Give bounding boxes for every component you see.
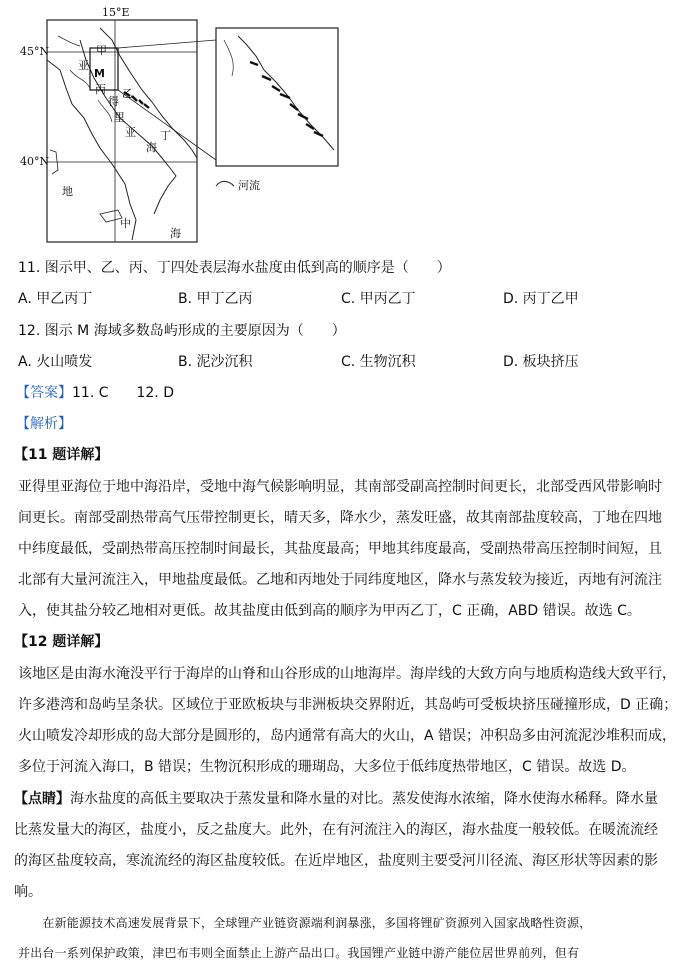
tip-line: 比蒸发量大的海区，盐度小，反之盐度大。此外，在有河流注入的海区，海水盐度一般较低。在暖流流经 xyxy=(14,822,658,838)
detail-12-title: 【12 题详解】 xyxy=(14,634,109,650)
question-11-option-c: C. 甲丙乙丁 xyxy=(341,291,416,307)
detail-12-line: 火山喷发冷却形成的岛大部分是圆形的，岛内通常有高大的火山，A 错误；冲积岛多由河流泥沙堆积而成， xyxy=(18,728,677,744)
detail-12-line: 许多港湾和岛屿呈条状。区域位于亚欧板块与非洲板块交界附近，其岛屿可受板块挤压碰撞形成，D 正确； xyxy=(18,697,678,713)
map-lon-label: 15°E xyxy=(102,6,130,19)
tip-line: 的海区盐度较高，寒流流经的海区盐度较低。在近岸地区，盐度则主要受河川径流、海区形状等因素的影 xyxy=(14,853,658,869)
question-12-stem: 12. 图示 M 海域多数岛屿形成的主要原因为（ ） xyxy=(18,323,346,339)
detail-11-line: 亚得里亚海位于地中海沿岸，受地中海气候影响明显，其南部受副高控制时间更长，北部受西风带影响时 xyxy=(18,479,662,495)
map-label-li: 里 xyxy=(114,111,125,124)
map-label-de: 得 xyxy=(108,95,119,108)
map-label-hai1: 海 xyxy=(146,141,157,154)
tip-body xyxy=(14,784,666,908)
analysis-label: 【解析】 xyxy=(16,416,72,432)
next-passage xyxy=(18,908,678,968)
question-12-option-b: B. 泥沙沉积 xyxy=(178,354,253,370)
map-lat-40-label: 40°N xyxy=(20,155,50,168)
map-legend-river-label: 河流 xyxy=(238,179,260,192)
detail-12-body xyxy=(18,659,678,783)
tip-first-line: 海水盐度的高低主要取决于蒸发量和降水量的对比。蒸发使海水浓缩，降水使海水稀释。降水量 xyxy=(70,791,658,807)
map-label-yi: 乙 xyxy=(122,87,133,100)
detail-11-body xyxy=(18,472,670,627)
map-label-zhong: 中 xyxy=(120,217,131,230)
detail-11-line: 北部有大量河流注入，甲地盐度最低。乙地和丙地处于同纬度地区，降水与蒸发较为接近，丙地有河流注 xyxy=(18,572,662,588)
question-11-option-b: B. 甲丁乙丙 xyxy=(178,291,253,307)
map-figure xyxy=(20,0,340,250)
map-label-bing: 丙 xyxy=(95,83,106,96)
map-label-ding: 丁 xyxy=(160,129,171,142)
answer-label: 【答案】 xyxy=(16,385,72,401)
question-12-option-d: D. 板块挤压 xyxy=(503,354,579,370)
detail-12-line: 多位于河流入海口，B 错误；生物沉积形成的珊瑚岛，大多位于低纬度热带地区，C 错误。故选 D。 xyxy=(18,759,636,775)
detail-11-title: 【11 题详解】 xyxy=(14,447,109,463)
map-label-di: 地 xyxy=(62,185,73,198)
tip-title: 【点睛】 xyxy=(14,791,70,807)
detail-11-line: 入，使其盐分较乙地相对更低。故其盐度由低到高的顺序为甲丙乙丁，C 正确，ABD 错误。故选 C。 xyxy=(18,603,641,619)
map-label-hai2: 海 xyxy=(170,227,181,240)
answer-line xyxy=(16,383,174,403)
answer-value: 11. C 12. D xyxy=(72,385,174,401)
question-11-option-a: A. 甲乙丙丁 xyxy=(18,291,93,307)
next-passage-line: 在新能源技术高速发展背景下，全球锂产业链资源端利润暴涨，多国将锂矿资源列入国家战略性资源， xyxy=(18,916,592,930)
detail-12-line: 该地区是由海水淹没平行于海岸的山脊和山谷形成的山地海岸。海岸线的大致方向与地质构造线大致平行， xyxy=(18,666,676,682)
tip-line: 响。 xyxy=(14,884,42,900)
detail-11-line: 中纬度最低，受副热带高压控制时间最长，其盐度最高；甲地其纬度最高，受副热带高压控制时间短，且 xyxy=(18,541,662,557)
question-12-option-a: A. 火山喷发 xyxy=(18,354,93,370)
map-box-label: M xyxy=(94,67,105,80)
map-lat-45-label: 45°N xyxy=(20,45,50,58)
map-label-ya1: 亚 xyxy=(78,59,89,72)
question-11-option-d: D. 丙丁乙甲 xyxy=(503,291,579,307)
next-passage-line: 并出台一系列保护政策，津巴布韦则全面禁止上游产品出口。我国锂产业链中游产能位居世界前列，但有 xyxy=(18,946,580,960)
detail-11-line: 间更长。南部受副热带高气压带控制更长，晴天多，降水少，蒸发旺盛，故其南部盐度较高，丁地在四地 xyxy=(18,510,662,526)
question-11-stem: 11. 图示甲、乙、丙、丁四处表层海水盐度由低到高的顺序是（ ） xyxy=(18,260,451,276)
question-12-option-c: C. 生物沉积 xyxy=(341,354,416,370)
map-label-jia: 甲 xyxy=(96,44,107,57)
adriatic-map xyxy=(40,0,340,250)
map-label-ya2: 亚 xyxy=(125,126,136,139)
